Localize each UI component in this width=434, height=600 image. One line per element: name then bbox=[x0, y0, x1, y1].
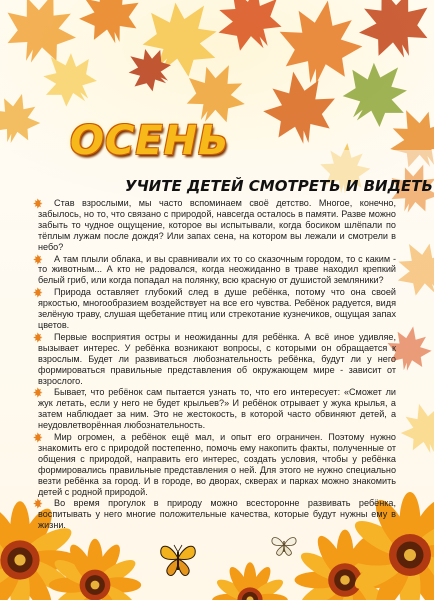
poster-subtitle: УЧИТЕ ДЕТЕЙ СМОТРЕТЬ И ВИДЕТЬ bbox=[125, 177, 433, 195]
paragraph-text: Мир огромен, а ребёнок ещё мал, и опыт его ограничен. Поэтому нужно знакомить его с природой постепенно, помочь ему накопить факты, полученные от общения с природой, направить его интерес, создать условия, чтобы у ребёнка формировались правильные представления о ней. Для этого не нужно специально везти ребёнка за город. И в городе, во дворах, скверах и парках можно знакомить детей с родной природой. bbox=[38, 432, 396, 497]
paragraph bbox=[38, 387, 396, 431]
paragraph bbox=[38, 432, 396, 497]
maple-leaf-icon bbox=[29, 254, 47, 265]
maple-leaf-icon bbox=[29, 387, 47, 398]
paragraph-text: Став взрослыми, мы часто вспоминаем своё детство. Многое, конечно, забылось, но то, что связано с природой, навсегда осталось в памяти. Разве можно забыть то чудное ощущение, которое вы испытывали, когда босиком шлёпали по тёплым лужам после дождя? Или запах сена, на котором вы лежали и смотрели в небо? bbox=[38, 198, 396, 252]
butterfly-icon bbox=[270, 533, 298, 557]
paragraph bbox=[38, 498, 396, 531]
paragraph-text: Во время прогулок в природу можно всесторонне развивать ребёнка, воспитывать у него многие положительные качества, которые будут нужны ему в жизни. bbox=[38, 498, 396, 531]
maple-leaf-icon bbox=[29, 432, 47, 443]
maple-leaf-icon bbox=[29, 287, 47, 298]
maple-leaf-icon bbox=[29, 332, 47, 343]
paragraph bbox=[38, 198, 396, 253]
maple-leaf-icon bbox=[29, 198, 47, 209]
paragraph-text: А там плыли облака, и вы сравнивали их то со сказочным городом, то с каким - то животным... А кто не радовался, когда неожиданно в траве находил крепкий белый гриб, или когда попадал на полянку, всю красную от душистой земляники? bbox=[38, 253, 396, 286]
paragraph-text: Первые восприятия остры и неожиданны для ребёнка. А всё иное удивляе, вызывает интерес. У ребёнка возникают вопросы, с которыми он обращается к взрослым. Будет ли развиваться любознательность ребёнка, будут ли у него формироваться правильные представления об окружающем мире - зависит от взрослого. bbox=[38, 331, 396, 386]
paragraph bbox=[38, 287, 396, 331]
butterfly-icon bbox=[157, 540, 199, 578]
poster-title: ОСЕНЬ bbox=[70, 118, 230, 164]
article-body bbox=[38, 198, 396, 532]
paragraph bbox=[38, 254, 396, 287]
paragraph-text: Природа оставляет глубокий след в душе ребёнка, потому что она своей яркостью, многообразием воздействует на все его чувства. Ребёнок радуется, видя зелёную траву, слушая щебетание птиц или стрекотание кузнечиков, ощущая запах цветов. bbox=[38, 287, 396, 330]
paragraph bbox=[38, 332, 396, 387]
paragraph-text: Бывает, что ребёнок сам пытается узнать то, что его интересует: «Сможет ли жук летать, если у него не будет крыльев?» И ребёнок отрывает у жука крылья, а затем наблюдает за ним. Это не жестокость, в которой часто обвиняют детей, а неудовлетворённая любознательность. bbox=[38, 387, 396, 431]
maple-leaf-icon bbox=[29, 498, 47, 509]
